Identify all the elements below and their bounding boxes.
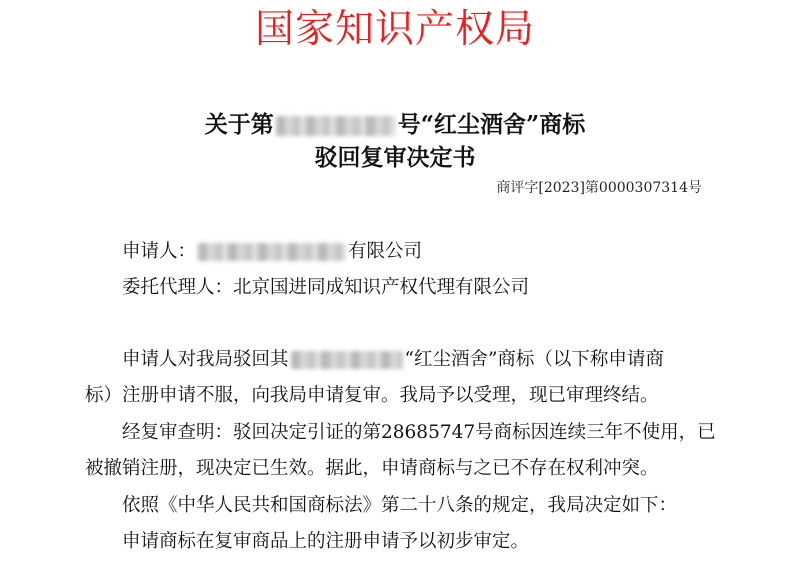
title-prefix: 关于第 (204, 111, 274, 138)
paragraph-1-part-a: 申请人对我局驳回其 (122, 349, 289, 370)
paragraph-2-line-2: 被撤销注册，现决定已生效。据此，申请商标与之已不存在权利冲突。 (85, 458, 659, 479)
agent-name: 北京国进同成知识产权代理有限公司 (233, 277, 530, 298)
decision-paragraph: 申请商标在复审商品上的注册申请予以初步审定。 (122, 531, 530, 552)
title-suffix: 号“红尘酒舍”商标 (397, 111, 586, 138)
document-title-line-1 (0, 110, 790, 140)
redacted-application-number (291, 351, 403, 369)
paragraph-1-line-2: 标）注册申请不服，向我局申请复审。我局予以受理，现已审理终结。 (85, 385, 659, 406)
redacted-trademark-number (276, 116, 396, 136)
paragraph-3: 依照《中华人民共和国商标法》第二十八条的规定，我局决定如下： (122, 495, 678, 516)
redacted-applicant-name (198, 243, 346, 261)
document-number: 商评字[2023]第0000307314号 (496, 180, 702, 196)
paragraph-1-line-1 (122, 347, 772, 373)
paragraph-1-part-b: “红尘酒舍”商标（以下称申请商 (404, 349, 664, 370)
paragraph-2-line-1: 经复审查明：驳回决定引证的第28685747号商标因连续三年不使用，已 (122, 422, 716, 443)
agent-label: 委托代理人： (122, 277, 234, 298)
applicant-line (122, 239, 772, 265)
issuer-header: 国家知识产权局 (254, 7, 535, 52)
applicant-suffix: 有限公司 (348, 241, 423, 262)
document-title-line-2: 驳回复审决定书 (314, 144, 476, 171)
applicant-label: 申请人： (122, 241, 197, 262)
agent-line (122, 275, 772, 301)
